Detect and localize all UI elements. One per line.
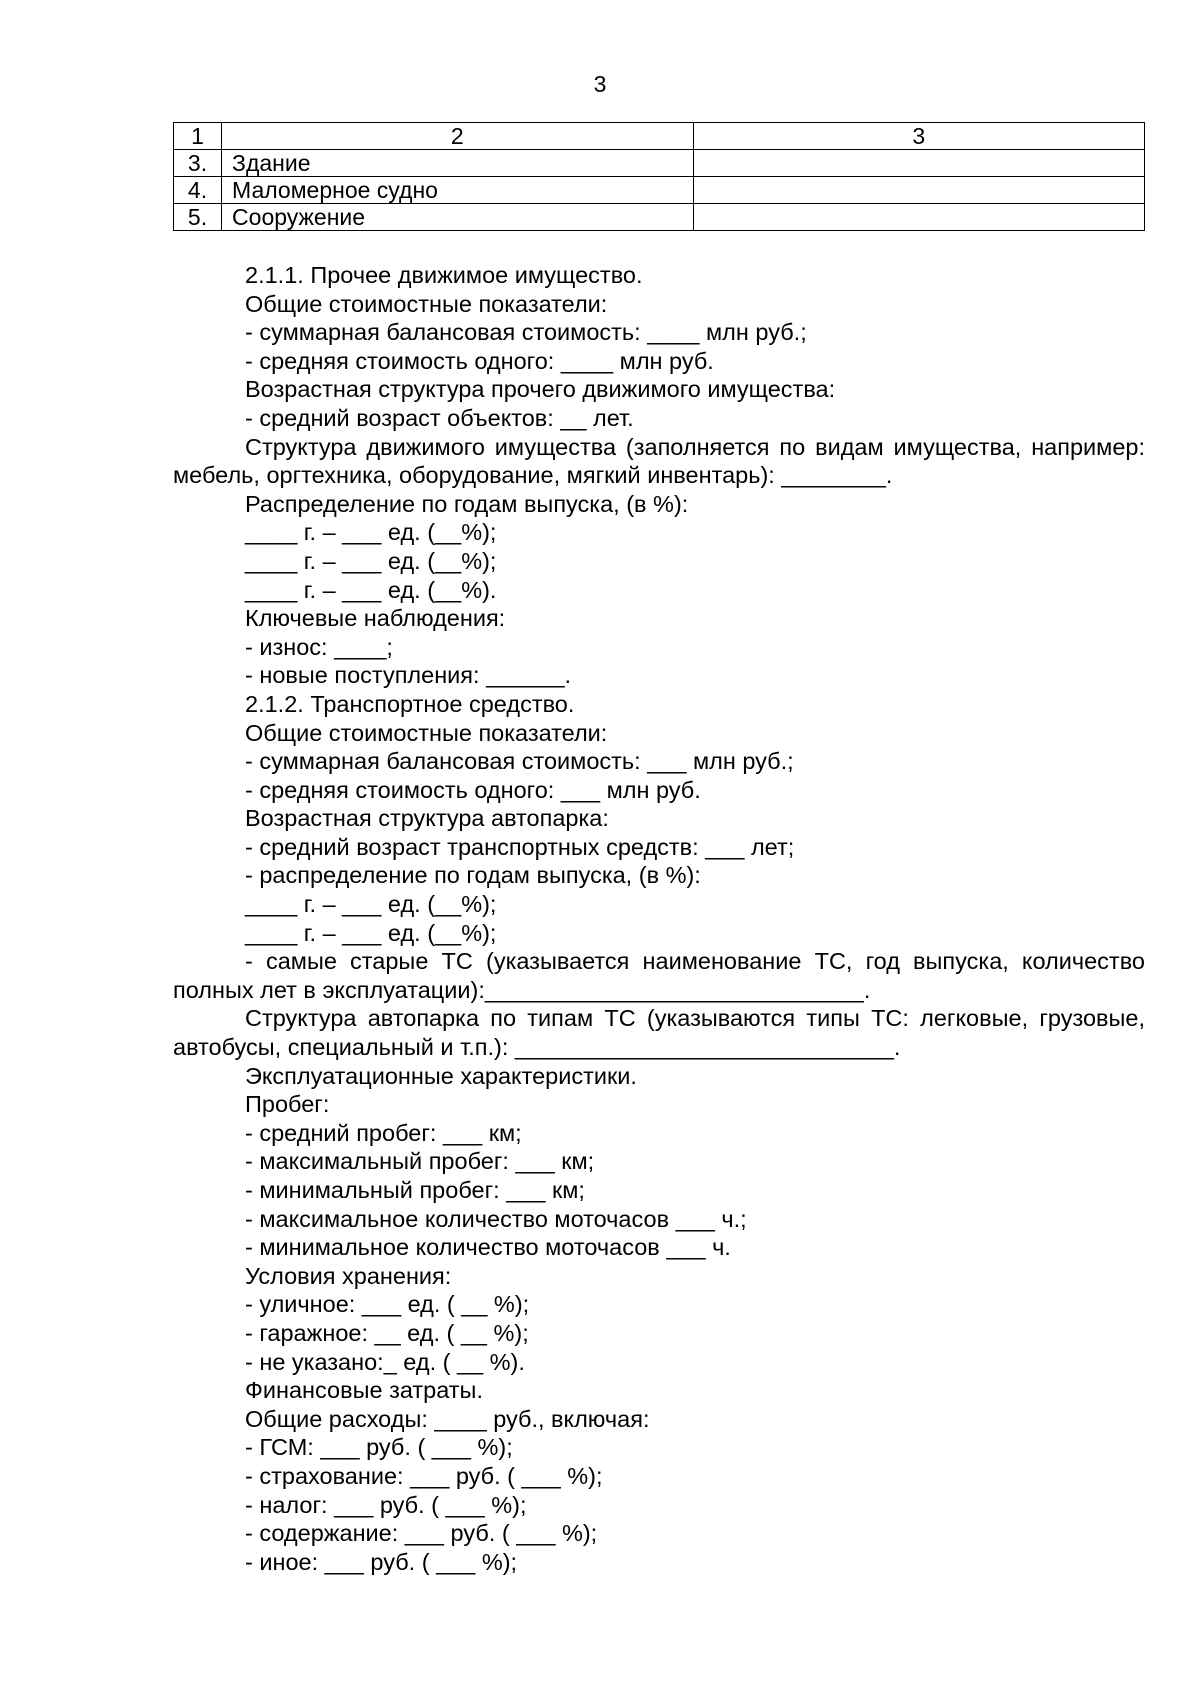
text-line: - средний возраст транспортных средств: ___ лет;: [245, 833, 795, 860]
text-line: - иное: ___ руб. ( ___ %);: [245, 1548, 518, 1575]
text-line: Общие расходы: ____ руб., включая:: [245, 1405, 650, 1432]
paragraph: Структура движимого имущества (заполняется по видам имущества, например: мебель, оргтехника, оборудование, мягкий инвентарь): ________.: [173, 433, 1145, 489]
row-number: 3.: [174, 150, 222, 177]
text-line: - налог: ___ руб. ( ___ %);: [245, 1491, 527, 1518]
row-number: 4.: [174, 177, 222, 204]
text-line: - гаражное: __ ед. ( __ %);: [245, 1319, 529, 1346]
text-line: - новые поступления: ______.: [245, 662, 572, 689]
text-line: - страхование: ___ руб. ( ___ %);: [245, 1462, 603, 1489]
subheading: Общие стоимостные показатели:: [245, 719, 608, 746]
paragraph: - самые старые ТС (указывается наименование ТС, год выпуска, количество полных лет в эксплуатации):_____________________________.: [173, 948, 1145, 1003]
subheading: Эксплуатационные характеристики.: [245, 1062, 637, 1089]
text-line: - суммарная балансовая стоимость: ___ млн руб.;: [245, 748, 794, 775]
subheading: Условия хранения:: [245, 1262, 452, 1289]
subheading: Пробег:: [245, 1091, 330, 1118]
text-line: - уличное: ___ ед. ( __ %);: [245, 1291, 530, 1318]
text-line: ____ г. – ___ ед. (__%).: [245, 576, 497, 603]
subheading: Общие стоимостные показатели:: [245, 290, 608, 317]
row-value: [693, 150, 1144, 177]
section-heading: 2.1.2. Транспортное средство.: [245, 690, 575, 717]
text-line: - содержание: ___ руб. ( ___ %);: [245, 1520, 598, 1547]
text-line: - средняя стоимость одного: ___ млн руб.: [245, 776, 701, 803]
page-number: 3: [593, 71, 607, 97]
row-name: Маломерное судно: [222, 177, 693, 204]
subheading: Ключевые наблюдения:: [245, 605, 506, 632]
text-line: ____ г. – ___ ед. (__%);: [245, 547, 497, 574]
row-value: [693, 177, 1144, 204]
row-name: Сооружение: [222, 204, 693, 231]
text-line: - средняя стоимость одного: ____ млн руб.: [245, 347, 714, 374]
property-table: [173, 122, 1145, 231]
table-row: [174, 177, 1145, 204]
text-line: - средний возраст объектов: __ лет.: [245, 404, 634, 431]
text-line: - средний пробег: ___ км;: [245, 1119, 522, 1146]
text-line: - минимальное количество моточасов ___ ч.: [245, 1234, 731, 1261]
subheading: Возрастная структура прочего движимого имущества:: [245, 376, 836, 403]
row-name: Здание: [222, 150, 693, 177]
table-row: [174, 150, 1145, 177]
document-body: [173, 261, 1145, 1576]
text-line: - максимальный пробег: ___ км;: [245, 1148, 595, 1175]
section-heading: 2.1.1. Прочее движимое имущество.: [245, 262, 643, 288]
text-line: ____ г. – ___ ед. (__%);: [245, 519, 497, 546]
table-row: [174, 204, 1145, 231]
subheading: Возрастная структура автопарка:: [245, 805, 609, 832]
row-number: 5.: [174, 204, 222, 231]
subheading: Распределение по годам выпуска, (в %):: [245, 490, 689, 517]
text-line: - минимальный пробег: ___ км;: [245, 1177, 585, 1203]
text-line: - максимальное количество моточасов ___ ч.;: [245, 1205, 747, 1232]
text-line: ____ г. – ___ ед. (__%);: [245, 919, 497, 946]
text-line: - ГСМ: ___ руб. ( ___ %);: [245, 1434, 513, 1461]
row-value: [693, 204, 1144, 231]
subheading: Финансовые затраты.: [245, 1377, 483, 1404]
table-header-cell: 2: [222, 123, 693, 150]
text-line: - распределение по годам выпуска, (в %):: [245, 862, 701, 889]
table-header-row: [174, 123, 1145, 150]
table-header-cell: 1: [174, 123, 222, 150]
text-line: - не указано:_ ед. ( __ %).: [245, 1348, 525, 1375]
text-line: ____ г. – ___ ед. (__%);: [245, 891, 497, 918]
paragraph: Структура автопарка по типам ТС (указываются типы ТС: легковые, грузовые, автобусы, специальный и т.п.): _____________________________.: [173, 1005, 1145, 1061]
text-line: - износ: ____;: [245, 633, 393, 660]
text-line: - суммарная балансовая стоимость: ____ млн руб.;: [245, 319, 807, 346]
table-header-cell: 3: [693, 123, 1144, 150]
